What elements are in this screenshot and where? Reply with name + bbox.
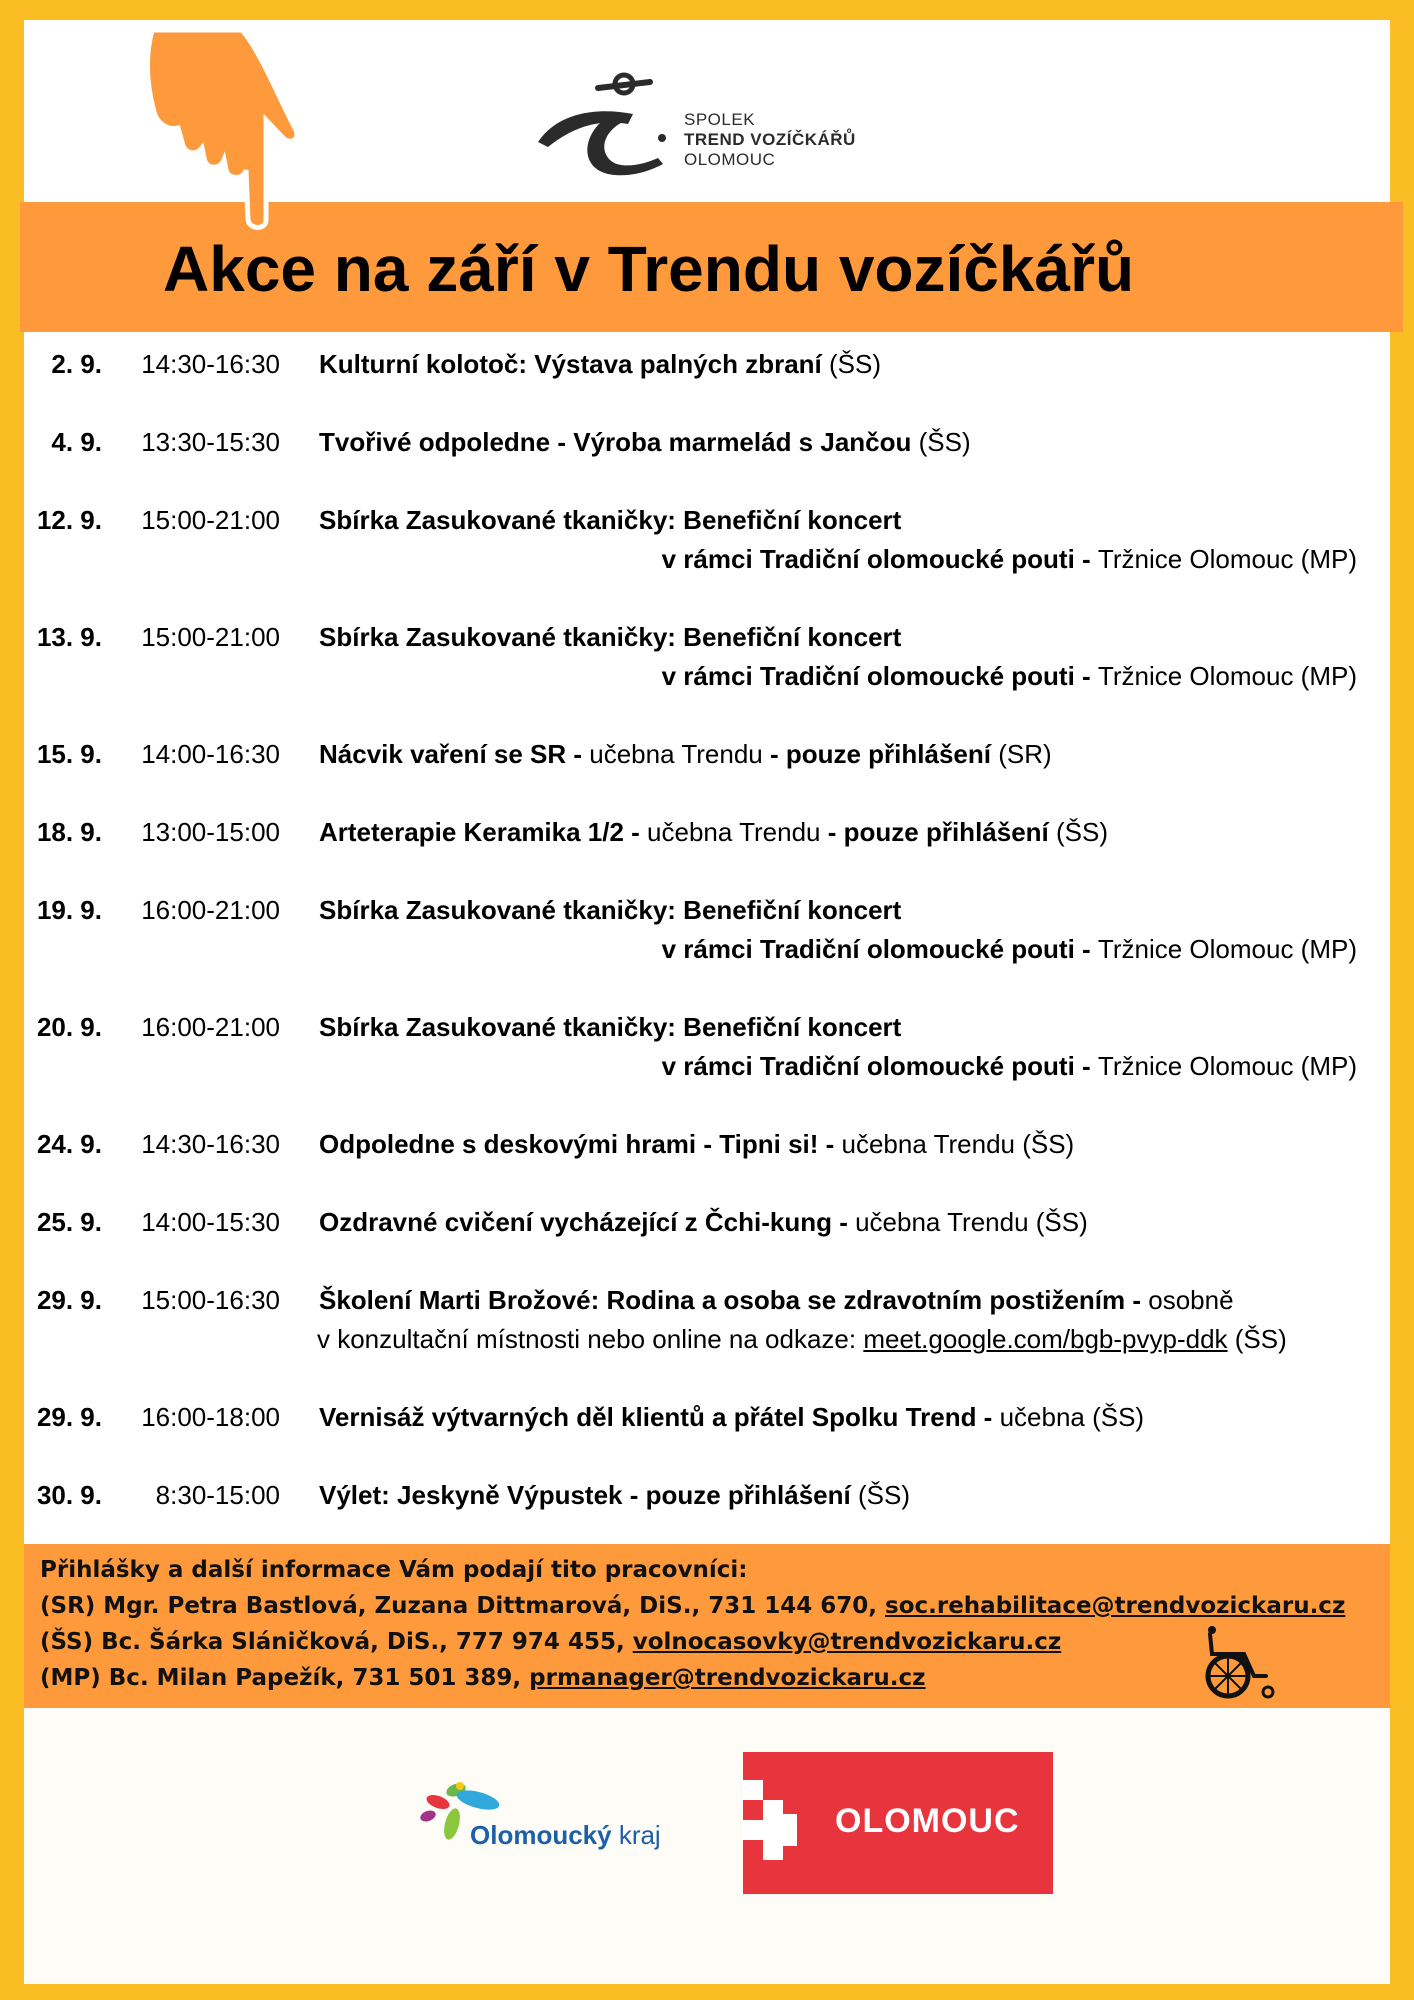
event-description-line2 (317, 1319, 1287, 1359)
event-description (319, 812, 1399, 852)
contact-sr-email[interactable]: soc.rehabilitace@trendvozickaru.cz (885, 1593, 1346, 1619)
event-description (319, 617, 1399, 657)
event-time: 8:30-15:00 (155, 1480, 280, 1510)
event-description (319, 734, 1399, 774)
event-text-b1: Kulturní kolotoč: Výstava palných zbraní (319, 349, 822, 379)
event-date: 24. 9. (36, 1129, 102, 1159)
event-description-line2 (662, 1046, 1357, 1086)
event-text-b1: Sbírka Zasukované tkaničky: Benefiční koncert (319, 895, 902, 925)
contact-mp-text: (MP) Bc. Milan Papežík, 731 501 389, (40, 1665, 530, 1691)
sponsor-area (24, 1708, 1390, 1984)
event-time: 16:00-21:00 (141, 895, 280, 925)
olk-bold: Olomoucký (470, 1820, 612, 1850)
event-date: 13. 9. (36, 622, 102, 652)
event-description (319, 1397, 1399, 1437)
event-time: 15:00-21:00 (141, 622, 280, 652)
contact-sr (40, 1588, 1380, 1624)
event-description (319, 1124, 1399, 1164)
event-text-l2b: v rámci Tradiční olomoucké pouti - (661, 544, 1098, 574)
event-description (319, 1202, 1399, 1242)
pointing-hand-icon (140, 30, 310, 235)
event-date: 18. 9. (36, 817, 102, 847)
event-text-l2n: Tržnice Olomouc (MP) (1097, 544, 1357, 574)
trend-logo-icon (538, 72, 688, 182)
event-text-n2: (SR) (991, 739, 1052, 769)
contact-heading: Přihlášky a další informace Vám podají tito pracovníci: (40, 1557, 748, 1583)
event-text-n2: (ŠS) (1048, 817, 1109, 847)
event-text-l2n: v konzultační místnosti nebo online na odkaze: (317, 1324, 864, 1354)
event-text-n1: (ŠS) (850, 1480, 910, 1510)
event-text-n1: učebna Trendu (647, 817, 828, 847)
event-text-n1: (ŠS) (821, 349, 881, 379)
event-date: 19. 9. (36, 895, 102, 925)
logo-line-olomouc: OLOMOUC (684, 150, 776, 169)
page-title: Akce na září v Trendu vozíčkářů (163, 233, 1135, 305)
event-text-b1: Sbírka Zasukované tkaničky: Benefiční koncert (319, 1012, 902, 1042)
event-text-b1: Sbírka Zasukované tkaničky: Benefiční koncert (319, 622, 902, 652)
event-text-b1: Vernisáž výtvarných děl klientů a přátel Spolku Trend - (319, 1402, 1000, 1432)
contact-mp (40, 1660, 1380, 1696)
event-time: 13:00-15:00 (141, 817, 280, 847)
event-text-l2n: Tržnice Olomouc (MP) (1097, 661, 1357, 691)
event-text-b1: Ozdravné cvičení vycházející z Čchi-kung - (319, 1207, 856, 1237)
event-text-n1: učebna Trendu (589, 739, 770, 769)
logo-text (684, 110, 856, 170)
event-description (319, 890, 1399, 930)
olomoucky-kraj-text (470, 1820, 661, 1851)
event-date: 25. 9. (36, 1207, 102, 1237)
event-time: 13:30-15:30 (141, 427, 280, 457)
logo-line-spolek: SPOLEK (684, 110, 756, 129)
contact-ss-text: (ŠS) Bc. Šárka Sláničková, DiS., 777 974 455, (40, 1629, 633, 1655)
event-text-l2n: Tržnice Olomouc (MP) (1097, 934, 1357, 964)
olomouc-logo (743, 1752, 1053, 1894)
event-description (319, 422, 1399, 462)
event-text-l2b: v rámci Tradiční olomoucké pouti - (661, 661, 1098, 691)
event-time: 14:00-16:30 (141, 739, 280, 769)
event-time: 14:00-15:30 (141, 1207, 280, 1237)
event-text-n1: učebna Trendu (ŠS) (855, 1207, 1088, 1237)
event-text-b1: Arteterapie Keramika 1/2 - (319, 817, 648, 847)
olomoucky-kraj-logo (400, 1762, 670, 1888)
event-text-n1: učebna Trendu (ŠS) (841, 1129, 1075, 1159)
event-description-line2 (662, 539, 1357, 579)
contact-mp-email[interactable]: prmanager@trendvozickaru.cz (529, 1665, 926, 1691)
event-date: 4. 9. (51, 427, 102, 457)
event-text-b1: Tvořivé odpoledne - Výroba marmelád s Jančou (319, 427, 912, 457)
event-description (319, 1007, 1399, 1047)
event-date: 30. 9. (36, 1480, 102, 1510)
event-time: 14:30-16:30 (141, 1129, 280, 1159)
event-text-b2: - pouze přihlášení (827, 817, 1049, 847)
event-date: 2. 9. (51, 349, 102, 379)
event-text-n1: (ŠS) (911, 427, 971, 457)
event-text-l2b: v rámci Tradiční olomoucké pouti - (661, 934, 1098, 964)
event-text-n1: učebna (ŠS) (999, 1402, 1145, 1432)
olk-light: kraj (611, 1820, 661, 1850)
event-text-l2b: v rámci Tradiční olomoucké pouti - (661, 1051, 1098, 1081)
event-date: 15. 9. (36, 739, 102, 769)
olomouc-checker-icon (743, 1780, 803, 1866)
contact-ss (40, 1624, 1380, 1660)
event-text-b1: Sbírka Zasukované tkaničky: Benefiční koncert (319, 505, 902, 535)
event-date: 20. 9. (36, 1012, 102, 1042)
event-date: 29. 9. (36, 1285, 102, 1315)
logo-line-trend: TREND VOZÍČKÁŘŮ (684, 130, 856, 149)
event-date: 29. 9. (36, 1402, 102, 1432)
event-description (319, 1475, 1399, 1515)
event-description (319, 500, 1399, 540)
event-text-l2tail: (ŠS) (1227, 1324, 1287, 1354)
event-date: 12. 9. (36, 505, 102, 535)
event-description (319, 344, 1399, 384)
event-time: 14:30-16:30 (141, 349, 280, 379)
event-description-line2 (662, 929, 1357, 969)
event-time: 15:00-21:00 (141, 505, 280, 535)
event-time: 16:00-21:00 (141, 1012, 280, 1042)
wheelchair-icon (1200, 1624, 1276, 1702)
event-time: 16:00-18:00 (141, 1402, 280, 1432)
event-text-n1: osobně (1148, 1285, 1234, 1315)
contact-sr-text: (SR) Mgr. Petra Bastlová, Zuzana Dittmarová, DiS., 731 144 670, (40, 1593, 885, 1619)
contact-info (40, 1552, 1380, 1696)
contact-ss-email[interactable]: volnocasovky@trendvozickaru.cz (632, 1629, 1062, 1655)
event-text-b2: - pouze přihlášení (769, 739, 991, 769)
event-text-b1: Školení Marti Brožové: Rodina a osoba se zdravotním postižením - (319, 1285, 1149, 1315)
event-text-b1: Odpoledne s deskovými hrami - Tipni si! - (319, 1129, 842, 1159)
olomouc-text: OLOMOUC (835, 1802, 1020, 1840)
event-description-line2 (662, 656, 1357, 696)
event-description (319, 1280, 1399, 1320)
event-link[interactable]: meet.google.com/bgb-pvyp-ddk (863, 1324, 1228, 1354)
event-text-b1: Výlet: Jeskyně Výpustek - pouze přihlášení (319, 1480, 851, 1510)
event-text-b1: Nácvik vaření se SR - (319, 739, 590, 769)
event-text-l2n: Tržnice Olomouc (MP) (1097, 1051, 1357, 1081)
event-time: 15:00-16:30 (141, 1285, 280, 1315)
